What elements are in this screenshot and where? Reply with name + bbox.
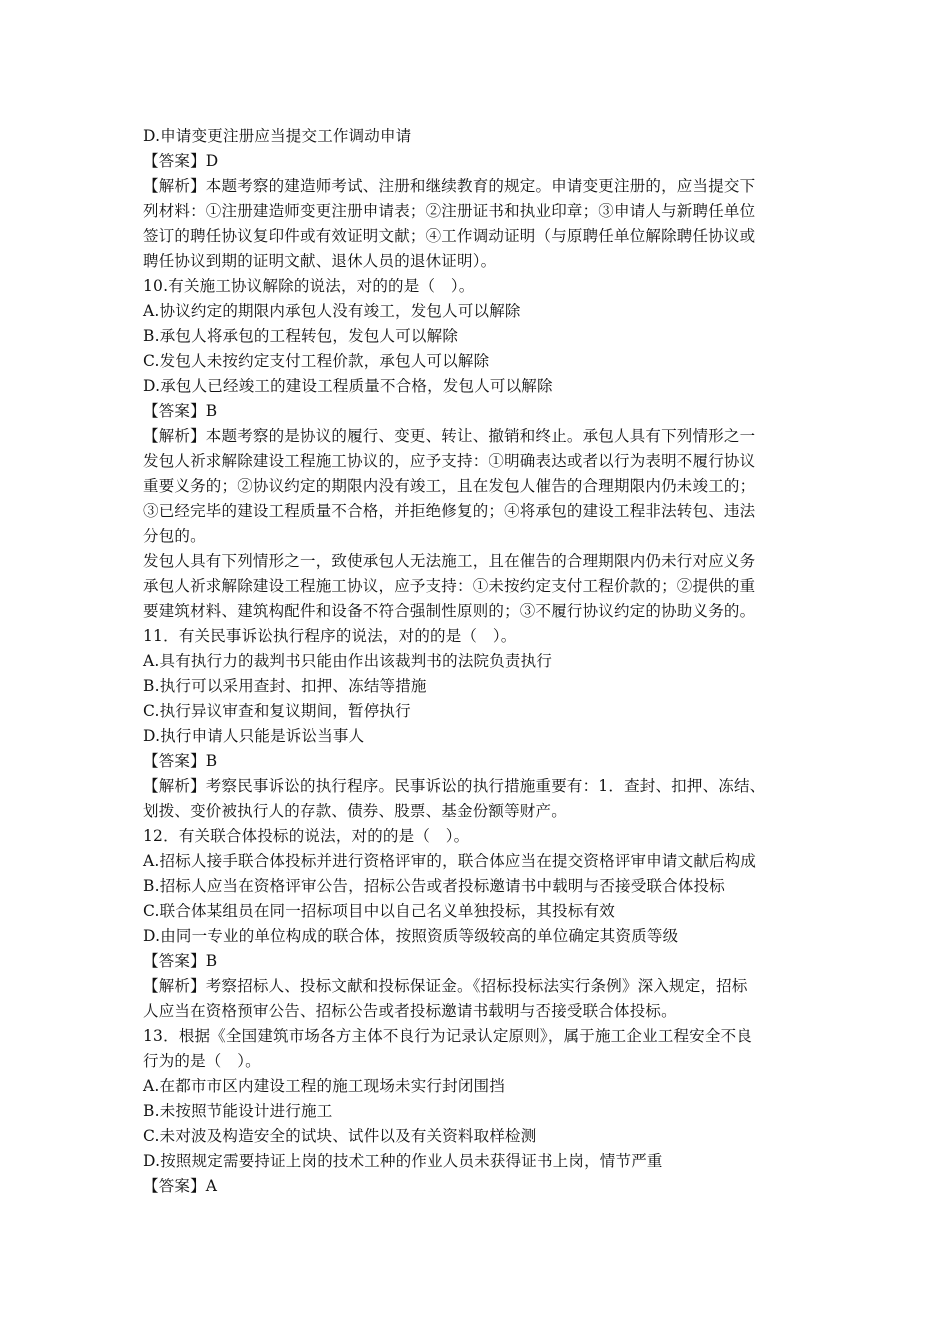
option-d-line: D.申请变更注册应当提交工作调动申请 [143,127,412,145]
document-body [143,124,813,1199]
question-13-option-b: B.未按照节能设计进行施工 [143,1102,333,1120]
question-13-answer: 【答案】A [143,1177,218,1195]
question-10-explanation: ③已经完毕的建设工程质量不合格，并拒绝修复的；④将承包的建设工程非法转包、违法 [143,502,756,520]
question-12-explanation: 【解析】考察招标人、投标文献和投标保证金。《招标投标法实行条例》深入规定，招标 [143,977,748,995]
question-10-option-b: B.承包人将承包的工程转包，发包人可以解除 [143,327,459,345]
question-13-title: 13．根据《全国建筑市场各方主体不良行为记录认定原则》，属于施工企业工程安全不良 [143,1027,752,1045]
question-12-option-d: D.由同一专业的单位构成的联合体，按照资质等级较高的单位确定其资质等级 [143,927,679,945]
question-12-option-a: A.招标人接手联合体投标并进行资格评审的，联合体应当在提交资格评审申请文献后构成 [143,852,757,870]
explanation-line: 列材料：①注册建造师变更注册申请表；②注册证书和执业印章；③申请人与新聘任单位 [143,202,756,220]
question-12-option-b: B.招标人应当在资格评审公告，招标公告或者投标邀请书中载明与否接受联合体投标 [143,877,725,895]
question-10-title: 10.有关施工协议解除的说法，对的的是（ ）。 [143,277,475,295]
question-10-explanation: 分包的。 [143,527,206,545]
question-12-explanation: 人应当在资格预审公告、招标公告或者投标邀请书载明与否接受联合体投标。 [143,1002,677,1020]
question-13-option-c: C.未对波及构造安全的试块、试件以及有关资料取样检测 [143,1127,537,1145]
explanation-line: 【解析】本题考察的建造师考试、注册和继续教育的规定。申请变更注册的，应当提交下 [143,177,756,195]
question-10-explanation: 【解析】本题考察的是协议的履行、变更、转让、撤销和终止。承包人具有下列情形之一 [143,427,756,445]
question-11-answer: 【答案】B [143,752,218,770]
question-10-option-a: A.协议约定的期限内承包人没有竣工，发包人可以解除 [143,302,521,320]
explanation-line: 聘任协议到期的证明文献、退休人员的退休证明）。 [143,252,497,270]
question-10-explanation: 重要义务的；②协议约定的期限内没有竣工，且在发包人催告的合理期限内仍未竣工的； [143,477,756,495]
question-10-explanation: 要建筑材料、建筑构配件和设备不符合强制性原则的；③不履行协议约定的协助义务的。 [143,602,756,620]
question-11-option-b: B.执行可以采用查封、扣押、冻结等措施 [143,677,427,695]
question-11-option-c: C.执行异议审查和复议期间，暂停执行 [143,702,411,720]
question-10-explanation: 承包人祈求解除建设工程施工协议，应予支持：①未按约定支付工程价款的；②提供的重 [143,577,756,595]
question-12-answer: 【答案】B [143,952,218,970]
question-11-explanation: 【解析】考察民事诉讼的执行程序。民事诉讼的执行措施重要有：1．查封、扣押、冻结、 [143,777,766,795]
question-13-option-a: A.在都市市区内建设工程的施工现场未实行封闭围挡 [143,1077,505,1095]
answer-line: 【答案】D [143,152,219,170]
question-11-title: 11．有关民事诉讼执行程序的说法，对的的是（ ）。 [143,627,517,645]
question-11-explanation: 划拨、变价被执行人的存款、债券、股票、基金份额等财产。 [143,802,567,820]
question-12-option-c: C.联合体某组员在同一招标项目中以自己名义单独投标，其投标有效 [143,902,615,920]
question-12-title: 12．有关联合体投标的说法，对的的是（ ）。 [143,827,470,845]
question-13-title: 行为的是（ ）。 [143,1052,261,1070]
question-10-explanation: 发包人祈求解除建设工程施工协议的，应予支持：①明确表达或者以行为表明不履行协议 [143,452,756,470]
question-10-option-c: C.发包人未按约定支付工程价款，承包人可以解除 [143,352,490,370]
question-11-option-a: A.具有执行力的裁判书只能由作出该裁判书的法院负责执行 [143,652,553,670]
question-10-option-d: D.承包人已经竣工的建设工程质量不合格，发包人可以解除 [143,377,553,395]
explanation-line: 签订的聘任协议复印件或有效证明文献；④工作调动证明（与原聘任单位解除聘任协议或 [143,227,756,245]
question-10-answer: 【答案】B [143,402,218,420]
question-10-explanation: 发包人具有下列情形之一，致使承包人无法施工，且在催告的合理期限内仍未行对应义务 [143,552,756,570]
question-13-option-d: D.按照规定需要持证上岗的技术工种的作业人员未获得证书上岗，情节严重 [143,1152,663,1170]
question-11-option-d: D.执行申请人只能是诉讼当事人 [143,727,365,745]
